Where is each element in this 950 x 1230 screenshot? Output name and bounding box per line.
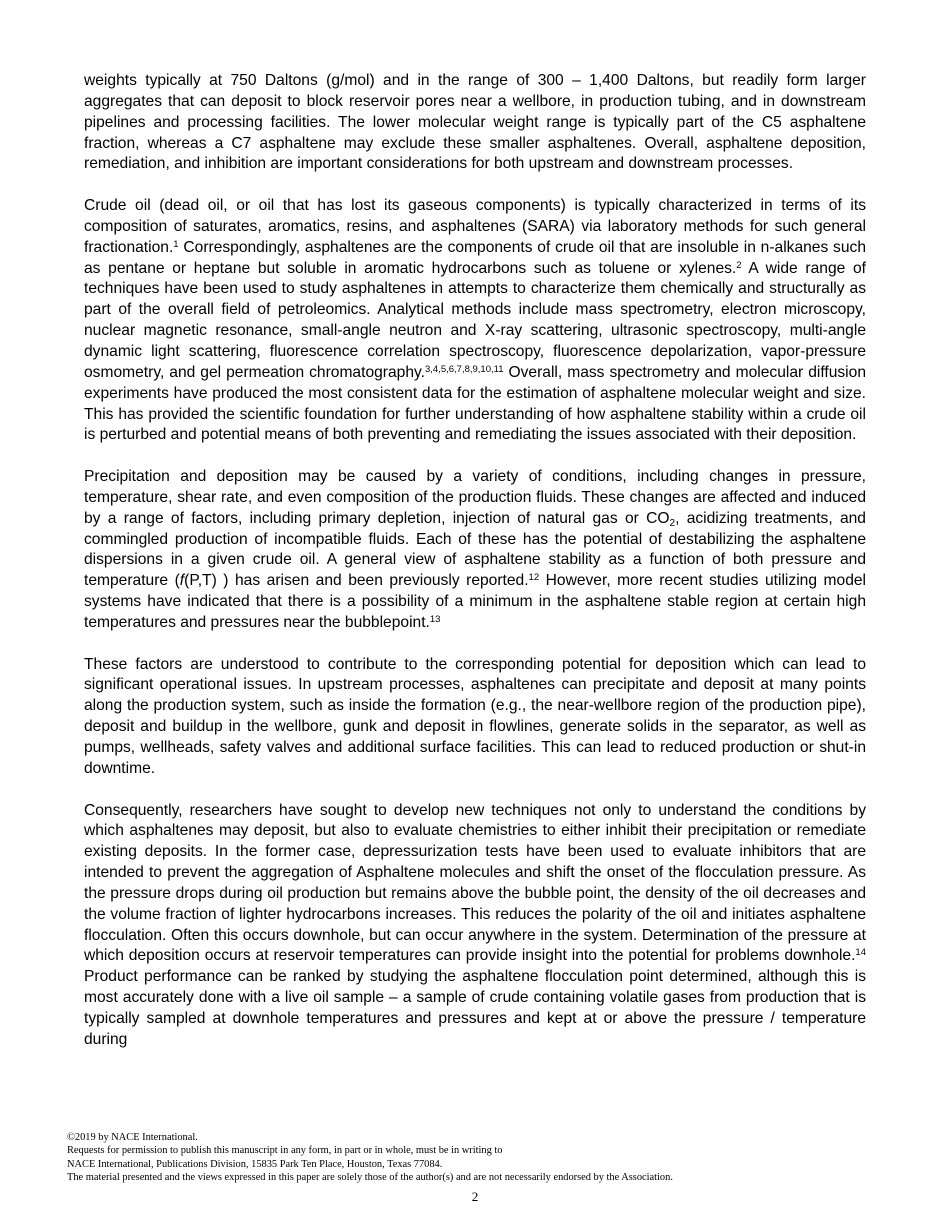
- citation-superscript: 12: [528, 572, 540, 584]
- footer-permission: Requests for permission to publish this manuscript in any form, in part or in whole, must be in writing to: [67, 1145, 503, 1157]
- paragraph: [84, 655, 866, 780]
- text-run: Overall, mass spectrometry and molecular diffusion experiments have produced the most consistent data for the estimation of asphaltene molecular weight and size. This has provided the scientific foundation for further understanding of how asphaltene stability within a crude oil is perturbed and potential means of both preventing and remediating the issues associated with their deposition.: [84, 363, 866, 444]
- paragraph: [84, 801, 866, 1051]
- text-run: These factors are understood to contribute to the corresponding potential for deposition which can lead to significant operational issues. In upstream processes, asphaltenes can precipitate and deposit at many points along the production system, such as inside the formation (e.g., the near-wellbore region of the production pipe), deposit and buildup in the wellbore, gunk and deposit in flowlines, generate solids in the separator, as well as pumps, wellheads, safety valves and additional surface facilities. This can lead to reduced production or shut-in downtime.: [84, 655, 866, 777]
- text-run: Product performance can be ranked by studying the asphaltene flocculation point determined, although this is most accurately done with a live oil sample – a sample of crude containing volatile gases from production that is typically sampled at downhole temperatures and pressures and kept at or above the pressure / temperature during: [84, 968, 866, 1048]
- citation-superscript: 14: [855, 947, 866, 959]
- footer-address: NACE International, Publications Division, 15835 Park Ten Place, Houston, Texas 77084.: [67, 1158, 443, 1170]
- footer-copyright: ©2019 by NACE International.: [67, 1132, 198, 1143]
- text-run: Consequently, researchers have sought to develop new techniques not only to understand the conditions by which asphaltenes may deposit, but also to evaluate chemistries to either inhibit their precipitation or remediate existing deposits. In the former case, depressurization tests have been used to evaluate inhibitors that are intended to prevent the aggregation of Asphaltene molecules and shift the onset of the flocculation pressure. As the pressure drops during oil production but remains above the bubble point, the density of the oil decreases and the volume fraction of lighter hydrocarbons increases. This reduces the polarity of the oil and initiates asphaltene flocculation. Often this occurs downhole, but can occur anywhere in the system. Determination of the pressure at which deposition occurs at reservoir temperatures can provide insight into the potential for problems downhole.: [84, 801, 866, 965]
- citation-superscript: 3,4,5,6,7,8,9,10,11: [424, 363, 504, 375]
- text-run: weights typically at 750 Daltons (g/mol) and in the range of 300 – 1,400 Daltons, but readily form larger aggregates that can deposit to block reservoir pores near a wellbore, in production tubing, and in downstream pipelines and processing facilities. The lower molecular weight range is typically part of the C5 asphaltene fraction, whereas a C7 asphaltene may exclude these smaller asphaltenes. Overall, asphaltene deposition, remediation, and inhibition are important considerations for both upstream and downstream processes.: [84, 72, 866, 173]
- copyright-footer: [67, 1131, 883, 1184]
- paragraph: [84, 467, 866, 634]
- body-text: [84, 71, 866, 1051]
- citation-superscript: 1: [173, 238, 179, 250]
- text-run: , acidizing treatments, and commingled production of incompatible fluids. Each of these has the potential of destabilizing the asphaltene dispersions in a given crude oil. A general view of asphaltene stability as a function of both pressure and temperature (: [84, 509, 866, 590]
- paragraph: [84, 196, 866, 446]
- text-run: A wide range of techniques have been used to study asphaltenes in attempts to characterize them chemically and structurally as part of the overall field of petroleomics. Analytical methods include mass spectrometry, electron microscopy, nuclear magnetic resonance, small-angle neutron and X-ray scattering, ultrasonic spectroscopy, multi-angle dynamic light scattering, fluorescence correlation spectroscopy, fluorescence depolarization, vapor-pressure osmometry, and gel permeation chromatography.: [84, 259, 867, 381]
- text-run: (P,T) ) has arisen and been previously reported.: [184, 572, 529, 590]
- subscript: 2: [669, 517, 676, 529]
- page-number: 2: [471, 1189, 479, 1204]
- text-run: Crude oil (dead oil, or oil that has lost its gaseous components) is typically characterized in terms of its composition of saturates, aromatics, resins, and asphaltenes (SARA) via laboratory methods for such general fractionation.: [84, 197, 866, 256]
- citation-superscript: 13: [429, 613, 441, 625]
- footer-disclaimer: The material presented and the views expressed in this paper are solely those of the author(s) and are not necessarily endorsed by the Association.: [67, 1171, 673, 1183]
- text-run: However, more recent studies utilizing model systems have indicated that there is a possibility of a minimum in the asphaltene stable region at certain high temperatures and pressures near the bubblepoint.: [84, 572, 866, 631]
- text-run: Precipitation and deposition may be caused by a variety of conditions, including changes in pressure, temperature, shear rate, and even composition of the production fluids. These changes are affected and induced by a range of factors, including primary depletion, injection of natural gas or CO: [84, 468, 866, 527]
- italic-text: f: [179, 572, 185, 590]
- paragraph: [84, 71, 866, 175]
- citation-superscript: 2: [736, 259, 742, 271]
- text-run: Correspondingly, asphaltenes are the components of crude oil that are insoluble in n-alkanes such as pentane or heptane but soluble in aromatic hydrocarbons such as toluene or xylenes.: [84, 238, 866, 277]
